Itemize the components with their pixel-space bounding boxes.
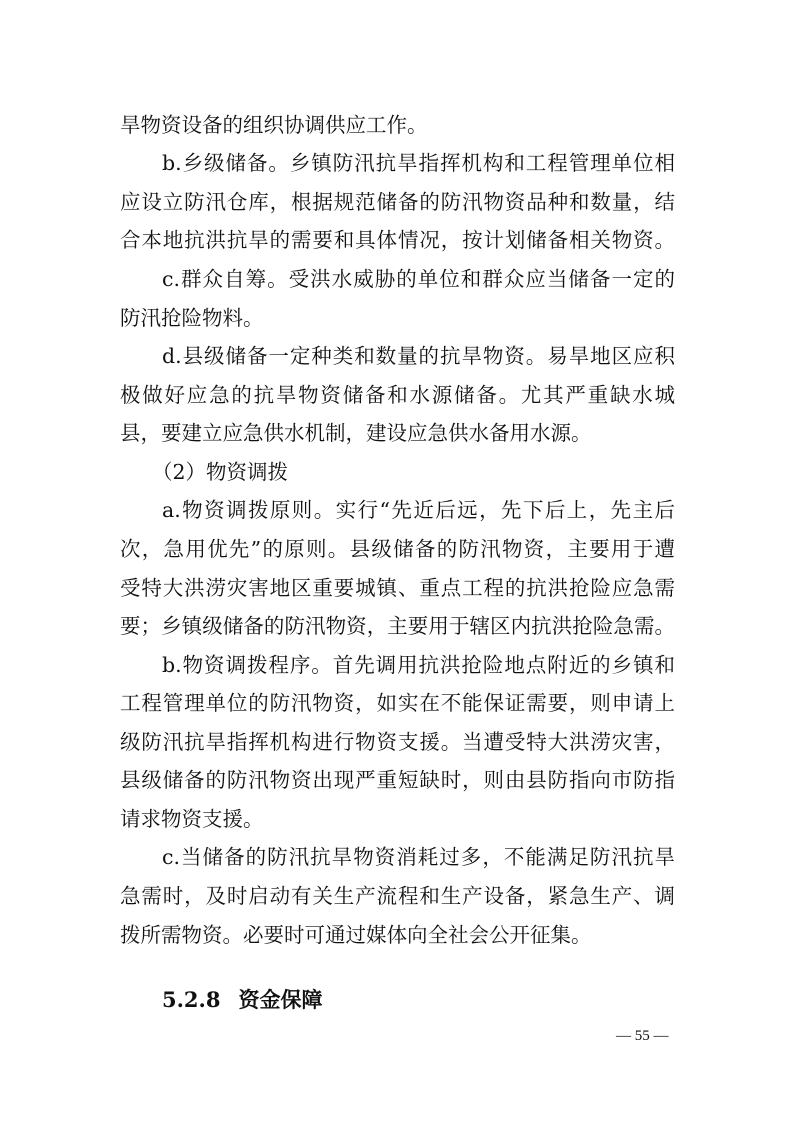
text-line: 防汛抢险物料。 xyxy=(120,306,264,330)
text-line: 要；乡镇级储备的防汛物资，主要用于辖区内抗洪抢险急需。 xyxy=(120,614,675,638)
text-line: 旱物资设备的组织协调供应工作。 xyxy=(120,113,428,137)
paragraph-first-line: c.群众自筹。受洪水威胁的单位和群众应当储备一定的 xyxy=(162,267,675,291)
text-line: 县，要建立应急供水机制，建设应急供水备用水源。 xyxy=(120,421,592,445)
page-number: — 55 — xyxy=(616,1028,669,1044)
paragraph-first-line: b.乡级储备。乡镇防汛抗旱指挥机构和工程管理单位相 xyxy=(162,151,675,175)
text-line: 工程管理单位的防汛物资，如实在不能保证需要，则申请上 xyxy=(120,691,675,715)
text-line: 级防汛抗旱指挥机构进行物资支援。当遭受特大洪涝灾害， xyxy=(120,730,675,754)
paragraph-first-line: b.物资调拨程序。首先调用抗洪抢险地点附近的乡镇和 xyxy=(162,653,675,677)
text-line: 极做好应急的抗旱物资储备和水源储备。尤其严重缺水城 xyxy=(120,383,675,407)
section-heading xyxy=(162,985,322,1015)
text-line: 次，急用优先”的原则。县级储备的防汛物资，主要用于遭 xyxy=(120,537,675,561)
section-number: 5.2.8 xyxy=(162,987,221,1012)
text-line: 拨所需物资。必要时可通过媒体向全社会公开征集。 xyxy=(120,923,592,947)
text-line: 急需时，及时启动有关生产流程和生产设备，紧急生产、调 xyxy=(120,884,675,908)
text-line: 县级储备的防汛物资出现严重短缺时，则由县防指向市防指 xyxy=(120,768,675,792)
subsection-heading: （2）物资调拨 xyxy=(152,460,289,484)
section-title: 资金保障 xyxy=(238,987,323,1012)
paragraph-first-line: d.县级储备一定种类和数量的抗旱物资。易旱地区应积 xyxy=(162,344,675,368)
text-line: 合本地抗洪抗旱的需要和具体情况，按计划储备相关物资。 xyxy=(120,228,675,252)
text-line: 请求物资支援。 xyxy=(120,807,264,831)
paragraph-first-line: c.当储备的防汛抗旱物资消耗过多，不能满足防汛抗旱 xyxy=(162,845,675,869)
paragraph-first-line: a.物资调拨原则。实行“先近后远，先下后上，先主后 xyxy=(162,498,675,522)
text-line: 受特大洪涝灾害地区重要城镇、重点工程的抗洪抢险应急需 xyxy=(120,576,675,600)
text-line: 应设立防汛仓库，根据规范储备的防汛物资品种和数量，结 xyxy=(120,190,675,214)
